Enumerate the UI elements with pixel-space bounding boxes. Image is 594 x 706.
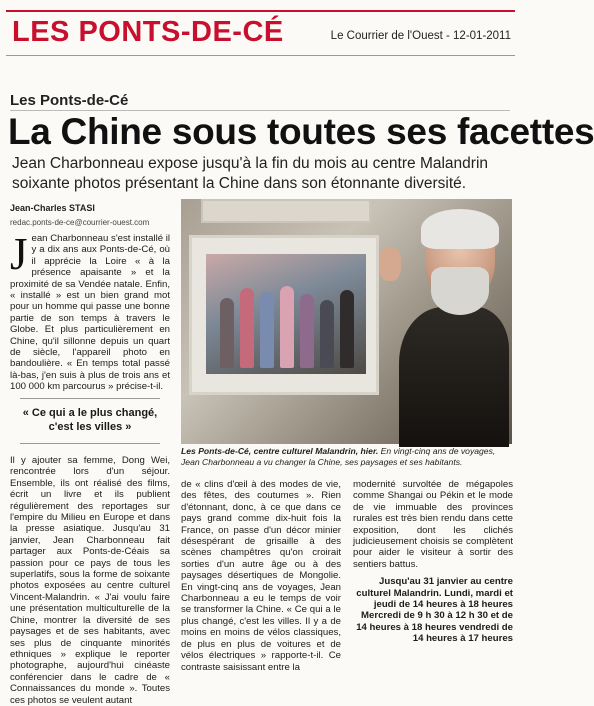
article-photo xyxy=(181,199,512,444)
hair xyxy=(421,209,499,249)
figure-person xyxy=(260,292,274,368)
paper-name-date: Le Courrier de l'Ouest - 12-01-2011 xyxy=(330,30,511,42)
author-byline: Jean-Charles STASI xyxy=(10,203,95,213)
drop-cap: J xyxy=(10,229,28,279)
beard xyxy=(431,267,489,315)
upper-frame xyxy=(201,199,371,223)
photographer-figure xyxy=(399,207,509,444)
framed-print xyxy=(189,235,379,395)
print-image xyxy=(206,254,366,374)
author-email: redac.ponts-de-ce@courrier-ouest.com xyxy=(10,218,150,227)
figure-person xyxy=(240,288,254,368)
article-kicker: Les Ponts-de-Cé xyxy=(10,92,129,109)
figure-person xyxy=(320,300,334,368)
figure-person xyxy=(280,286,294,368)
column-1-text: ean Charbonneau s'est installé il y a dix ans aux Ponts-de-Cé, où il apprécie la Loire « à la présence apaisante » et la proximité de sa Vendée natale. Enfin, « installé » est un bien grand mot pour un homme qui passe une bonne partie de son temps à travers le Globe. Et plus particulièrement en Chine, qu'il sillonne depuis un quart de siècle, l'appareil photo en bandoulière. « En temps total passé là-bas, j'en suis à plus de trois ans et 100 000 km parcourus » précise-t-il. xyxy=(10,233,170,393)
jacket xyxy=(399,307,509,447)
masthead xyxy=(6,10,515,56)
column-3-text: modernité survoltée de mégapoles comme Shangai ou Pékin et le mode de vie immuable des provinces rurales est très bien rendu dans cette exposition, dont les clichés judicieusement choisis se complètent pour aider le visiteur à sortir des sentiers battus. xyxy=(353,479,513,570)
figure-person xyxy=(300,294,314,368)
column-2-body: de « clins d'œil à des modes de vie, des fêtes, des coutumes ». Rien d'étonnant, donc, à ce que dans ce pays grand comme dix-huit fois la France, on passe d'un décor minier désespérant de grisaille à des scènes champêtres qu'on croirait sorties d'un autre âge ou à des paysages désertiques de Mongolie. En vingt-cinq ans de voyages, Jean Charbonneau a eu le temps de voir se transformer la Chine. « Ce qui a le plus changé, c'est les villes. Il y a de moins en moins de vélos classiques, de plus en plus de voitures et de vélos électriques » rapporte-t-il. Ce contraste saisissant entre la xyxy=(181,479,341,673)
column-1-body xyxy=(10,229,170,393)
masthead-rule xyxy=(6,10,515,12)
photo-caption xyxy=(181,446,512,467)
pull-quote: « Ce qui a le plus changé, c'est les villes » xyxy=(20,398,160,444)
column-3-body xyxy=(353,479,513,645)
section-town-title: LES PONTS-DE-CÉ xyxy=(12,16,284,48)
article-headline: La Chine sous toutes ses facettes xyxy=(8,111,594,152)
caption-lead: Les Ponts-de-Cé, centre culturel Malandrin, hier. xyxy=(181,446,379,456)
article-standfirst: Jean Charbonneau expose jusqu'à la fin du mois au centre Malandrin soixante photos présentant la Chine dans son étonnante diversité. xyxy=(12,155,489,192)
hand xyxy=(379,247,401,281)
figure-person xyxy=(340,290,354,368)
exhibition-schedule: Jusqu'au 31 janvier au centre culturel Malandrin. Lundi, mardi et jeudi de 14 heures à 18 heures Mercredi de 9 h 30 à 12 h 30 et de 14 heures à 18 heures vendredi de 14 heures à 17 heures xyxy=(356,576,513,645)
caption-text: En vingt-cinq ans de voyages, Jean Charbonneau a vu changer la Chine, ses paysages et ses habitants. xyxy=(181,446,496,467)
column-1-continued: Il y ajouter sa femme, Dong Wei, rencontrée lors d'un séjour. Ensemble, ils ont réalisé des films, écrit un livre et ils publient régulièrement des reportages sur l'empire du Milieu en Europe et dans la presse asiatique. Jusqu'au 31 janvier, Jean Charbonneau fait partager aux Ponts-de-Céais sa passion pour ce pays de tous les superlatifs, sous la forme de soixante photos exposées au centre culturel Vincent-Malandrin. « J'ai voulu faire une présentation multiculturelle de la Chine, montrer la diversité de ses paysages et de ses habitants, avec ses plus de cinquante minorités ethniques » explique le reporter photographe, aujourd'hui cinéaste conférencier dans le cadre de « Connaissances du monde ». Toutes ces photos se veulent autant xyxy=(10,455,170,706)
figure-person xyxy=(220,298,234,368)
